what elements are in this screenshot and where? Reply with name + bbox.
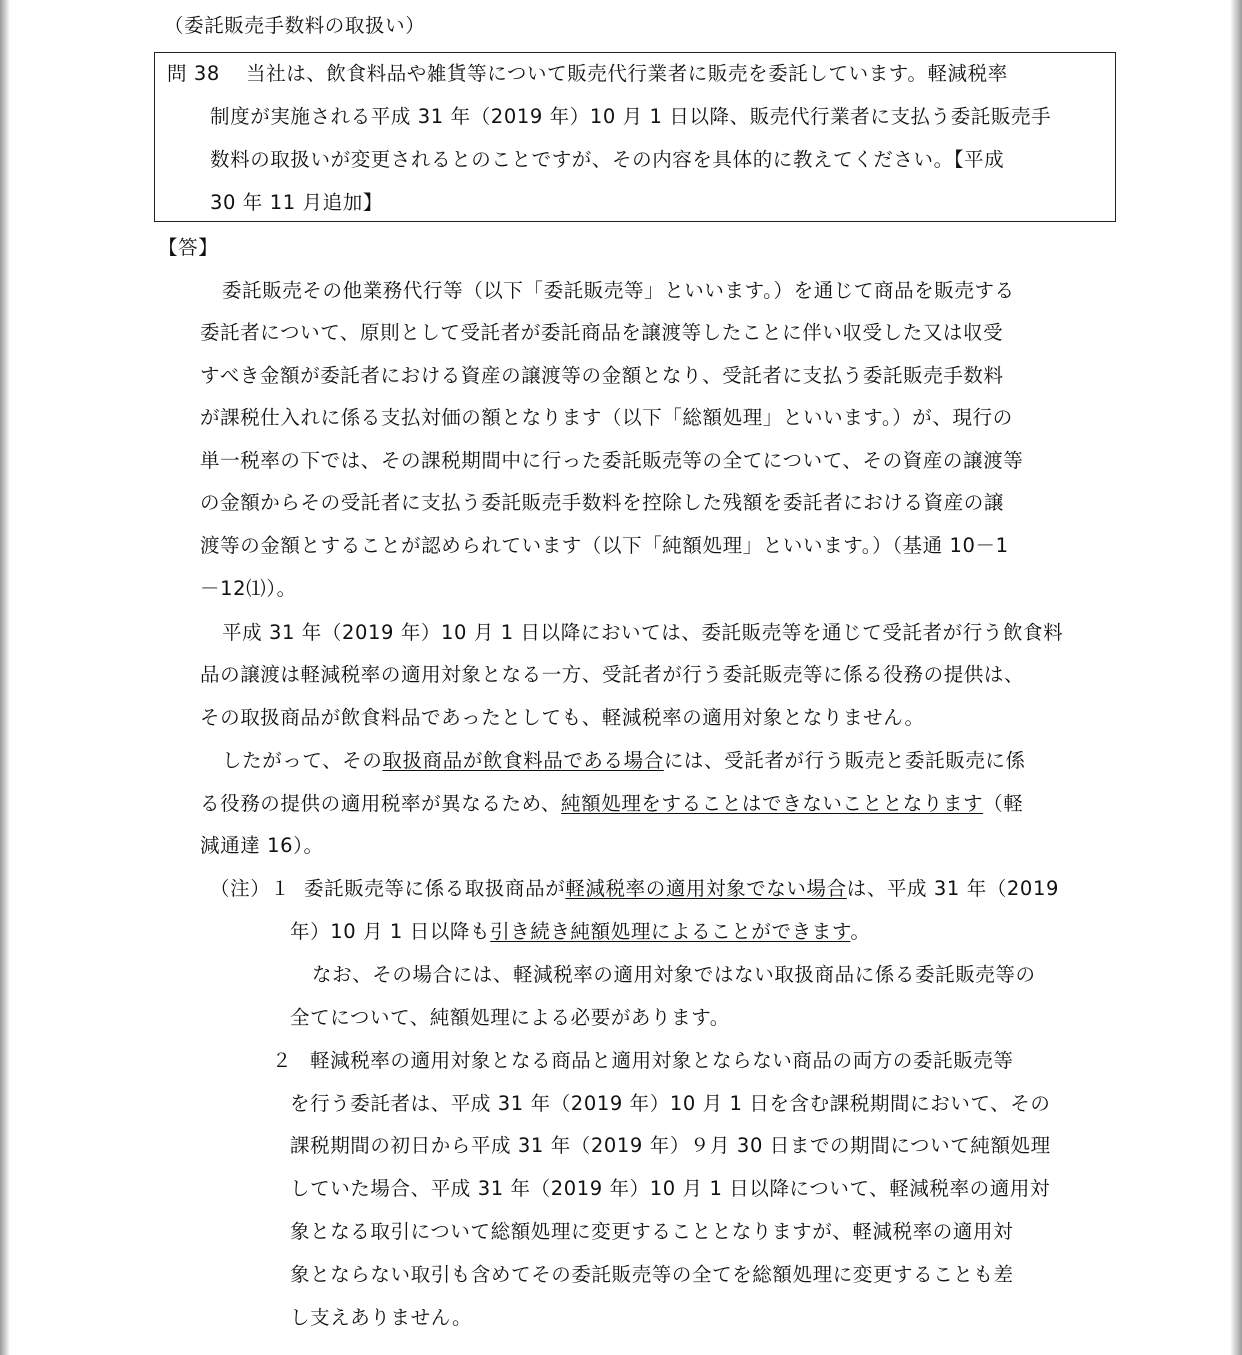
note-line: なお、その場合には、軽減税率の適用対象ではない取扱商品に係る委託販売等の bbox=[312, 963, 1036, 986]
paragraph-line: 委託販売その他業務代行等（以下「委託販売等」といいます。）を通じて商品を販売する bbox=[222, 279, 1015, 302]
text-span: 。 bbox=[850, 920, 871, 943]
page-edge-left bbox=[0, 0, 10, 1355]
text-span: る役務の提供の適用税率が異なるため、 bbox=[200, 792, 562, 815]
underlined-text: 取扱商品が飲食料品である場合 bbox=[382, 749, 664, 772]
underlined-text: 引き続き純額処理によることができます bbox=[490, 920, 851, 943]
paragraph-line: －12⑴）。 bbox=[200, 577, 297, 600]
paragraph-line: すべき金額が委託者における資産の譲渡等の金額となり、受託者に支払う委託販売手数料 bbox=[200, 364, 1004, 387]
note-line bbox=[304, 877, 1059, 901]
text-span: したがって、その bbox=[222, 749, 383, 772]
note-line: 軽減税率の適用対象となる商品と適用対象とならない商品の両方の委託販売等 bbox=[310, 1049, 1014, 1072]
note-line: 全てについて、純額処理による必要があります。 bbox=[290, 1006, 730, 1029]
question-line: 数料の取扱いが変更されるとのことですが、その内容を具体的に教えてください。【平成 bbox=[210, 148, 1005, 171]
section-heading: （委託販売手数料の取扱い） bbox=[164, 14, 426, 37]
text-span: 委託販売等に係る取扱商品が bbox=[304, 877, 566, 900]
note-line: し支えありません。 bbox=[290, 1306, 473, 1329]
paragraph-line bbox=[222, 749, 1026, 773]
question-number: 問 38 bbox=[167, 62, 220, 85]
paragraph-line: 渡等の金額とすることが認められています（以下「純額処理」といいます。）（基通 10－1 bbox=[200, 534, 1009, 557]
answer-label: 【答】 bbox=[158, 236, 219, 259]
paragraph-line: 品の譲渡は軽減税率の適用対象となる一方、受託者が行う委託販売等に係る役務の提供は、 bbox=[200, 663, 1025, 686]
paragraph-line: 委託者について、原則として受託者が委託商品を譲渡等したことに伴い収受した又は収受 bbox=[200, 321, 1004, 344]
question-line: 30 年 11 月追加】 bbox=[210, 191, 383, 214]
paragraph-line: 減通達 16）。 bbox=[200, 834, 324, 857]
text-span: （軽 bbox=[983, 792, 1024, 815]
note-label: ２ bbox=[272, 1049, 293, 1072]
underlined-text: 純額処理をすることはできないこととなります bbox=[561, 792, 984, 815]
page-edge-right bbox=[1230, 0, 1242, 1355]
note-line: 象とならない取引も含めてその委託販売等の全てを総額処理に変更することも差 bbox=[290, 1263, 1014, 1286]
underlined-text: 軽減税率の適用対象でない場合 bbox=[565, 877, 847, 900]
note-line: 象となる取引について総額処理に変更することとなりますが、軽減税率の適用対 bbox=[290, 1220, 1014, 1243]
note-line: を行う委託者は、平成 31 年（2019 年）10 月 1 日を含む課税期間において、その bbox=[290, 1092, 1051, 1115]
question-line: 制度が実施される平成 31 年（2019 年）10 月 1 日以降、販売代行業者に支払う委託販売手 bbox=[210, 105, 1052, 128]
paragraph-line: 単一税率の下では、その課税期間中に行った委託販売等の全てについて、その資産の譲渡等 bbox=[200, 449, 1024, 472]
text-span: 年）10 月 1 日以降も bbox=[290, 920, 491, 943]
paragraph-line: 平成 31 年（2019 年）10 月 1 日以降においては、委託販売等を通じて受託者が行う飲食料 bbox=[222, 621, 1064, 644]
paragraph-line: の金額からその受託者に支払う委託販売手数料を控除した残額を委託者における資産の譲 bbox=[200, 491, 1005, 514]
question-line: 当社は、飲食料品や雑貨等について販売代行業者に販売を委託しています。軽減税率 bbox=[246, 62, 1008, 85]
paragraph-line: が課税仕入れに係る支払対価の額となります（以下「総額処理」といいます。）が、現行の bbox=[200, 406, 1013, 429]
note-label: （注）１ bbox=[210, 877, 291, 900]
paragraph-line: その取扱商品が飲食料品であったとしても、軽減税率の適用対象となりません。 bbox=[200, 706, 925, 729]
note-line: していた場合、平成 31 年（2019 年）10 月 1 日以降について、軽減税率の適用対 bbox=[290, 1177, 1051, 1200]
text-span: は、平成 31 年（2019 bbox=[846, 877, 1059, 900]
note-line bbox=[290, 920, 870, 944]
text-span: には、受託者が行う販売と委託販売に係 bbox=[663, 749, 1026, 772]
paragraph-line bbox=[200, 792, 1023, 816]
note-line: 課税期間の初日から平成 31 年（2019 年）９月 30 日までの期間について純額処理 bbox=[290, 1134, 1051, 1157]
